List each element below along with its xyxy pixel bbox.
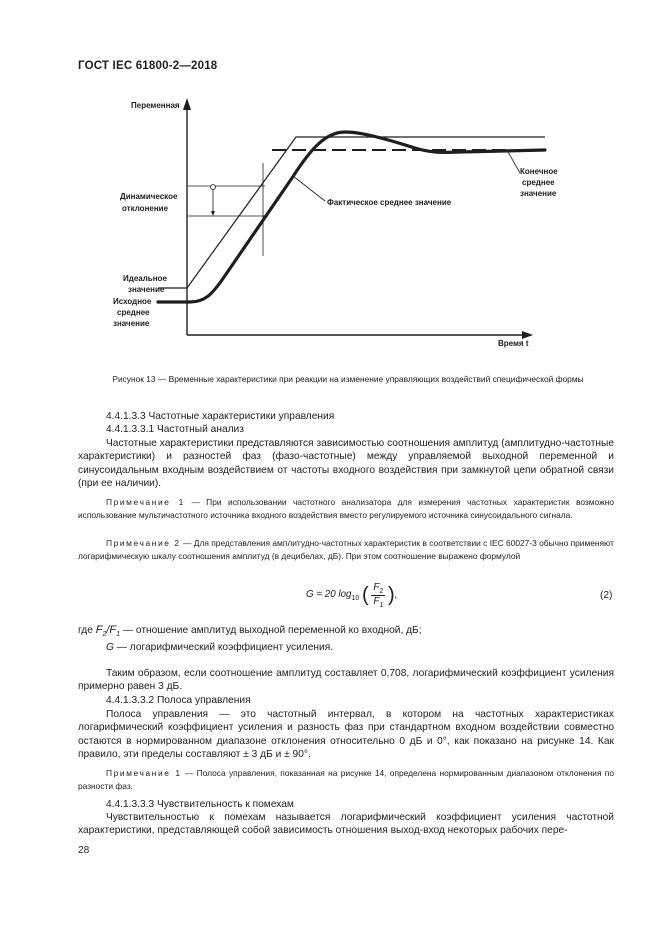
formula-number: (2)	[600, 590, 613, 601]
where-label: где	[78, 625, 93, 636]
formula-log-base: 10	[351, 594, 360, 602]
final-mean-label-3: значение	[520, 189, 557, 198]
y-axis-label: Переменная	[131, 101, 180, 110]
where-symbol-f2-sub: 2	[102, 631, 107, 639]
note-2-label: Примечание 2	[106, 538, 181, 548]
section-heading-44133-3: 4.4.1.3.3.3 Чувствительность к помехам	[106, 799, 294, 810]
dynamic-deviation-label-2: отклонение	[122, 204, 169, 213]
dynamic-arrow-head	[211, 211, 215, 216]
actual-mean-label: Фактическое среднее значение	[327, 198, 452, 207]
where-symbol-f1-sub: 1	[116, 631, 121, 639]
note-3-label: Примечание 1	[106, 768, 182, 778]
initial-mean-label-3: значение	[113, 319, 150, 328]
dynamic-deviation-marker	[211, 185, 216, 190]
initial-mean-label-2: среднее	[117, 308, 150, 317]
where-definition-2: — логарифмический коэффициент усиления.	[113, 642, 334, 653]
formula-2: G = 20 $\log_{10}$ ( $\frac{F_2}{F_1}$ ),	[306, 582, 398, 609]
time-response-figure	[0, 0, 661, 400]
ideal-value-label-2: значение	[128, 285, 165, 294]
dynamic-deviation-label-1: Динамическое	[120, 192, 178, 201]
note-3	[78, 767, 614, 793]
document-header: ГОСТ IEC 61800-2—2018	[78, 60, 218, 72]
formula-numerator: F	[373, 582, 380, 593]
paragraph-amplitude-example: Таким образом, если соотношение амплитуд составляет 0,708, логарифмический коэффициент усиления примерно равен 3 дБ.	[78, 668, 614, 693]
note-1-text: — При использовании частотного анализатора для измерения частотных характеристик возможно использование мультичастотного источника входного воздействия вместо регулируемого источника синусоидального сигнала.	[78, 497, 614, 521]
section-heading-44133-2: 4.4.1.3.3.2 Полоса управления	[106, 695, 251, 706]
final-mean-label-1: Конечное	[520, 167, 558, 176]
section-heading-44133-1: 4.4.1.3.3.1 Частотный анализ	[106, 424, 244, 435]
x-axis-label: Время t	[498, 339, 529, 348]
note-1-label: Примечание 1	[106, 497, 185, 507]
figure-caption: Рисунок 13 — Временные характеристики при реакции на изменение управляющих воздействий специфической формы	[112, 374, 584, 384]
section-heading-4413-3: 4.4.1.3.3 Частотные характеристики управления	[106, 411, 335, 422]
formula-lhs: G = 20 log	[306, 588, 352, 600]
formula-denominator-sub: 1	[379, 601, 384, 609]
where-symbol-f1: F	[109, 624, 117, 636]
ideal-response-line	[158, 137, 545, 288]
final-mean-leader	[508, 152, 520, 173]
where-definition-1: — отношение амплитуд выходной переменной ко входной, дБ;	[120, 625, 422, 636]
where-slash: /	[106, 624, 110, 636]
paragraph-noise-sensitivity: Чувствительностью к помехам называется логарифмический коэффициент усиления частотной характеристики, представляющей собой зависимость отношения выход-вход некоторых рабочих пере-	[78, 812, 614, 837]
x-axis-arrow	[522, 331, 533, 339]
final-mean-label-2: среднее	[522, 178, 555, 187]
y-axis-arrow	[183, 98, 191, 110]
formula-tail: ,	[394, 589, 398, 601]
page-number: 28	[78, 845, 90, 856]
paragraph-control-band: Полоса управления — это частотный интервал, в котором на частотных характеристиках логарифмический коэффициент усиления и разность фаз при стандартном входном воздействии совместно остаются в нормированном диапазоне отклонения относительно 0 дБ и 0°, как показано на рисунке 14. Как правило, эти пределы составляют ± 3 дБ и ± 90°.	[78, 709, 614, 761]
where-line-1	[78, 624, 422, 642]
note-3-text: — Полоса управления, показанная на рисунке 14, определена нормированным диапазоном отклонения по разности фаз.	[78, 768, 614, 792]
formula-numerator-sub: 2	[379, 587, 384, 595]
formula-denominator: F	[373, 595, 380, 607]
paragraph-frequency-characteristics: Частотные характеристики представляются зависимостью соотношения амплитуд (амплитудно-частотные характеристики) и разностей фаз (фазо-частотные) между управляемой выходной переменной и синусоидальным входным воздействием от частоты входного воздействия при замкнутой цепи обратной связи (при ее наличии).	[78, 438, 614, 490]
where-symbol-g: G	[106, 642, 114, 653]
where-symbol-f2: F	[95, 624, 103, 636]
note-2	[78, 537, 614, 563]
actual-response-curve	[158, 132, 545, 302]
note-1	[78, 496, 614, 522]
where-line-2	[106, 641, 333, 654]
actual-mean-leader	[293, 176, 325, 201]
initial-mean-label-1: Исходное	[113, 297, 152, 306]
ideal-value-label-1: Идеальное	[123, 274, 167, 283]
note-2-text: — Для представления амплитудно-частотных характеристик в соответствии с IEC 60027-3 обычно применяют логарифмическую шкалу соотношения амплитуд (в децибелах, дБ). При этом соотношение выражено формулой	[78, 538, 614, 562]
